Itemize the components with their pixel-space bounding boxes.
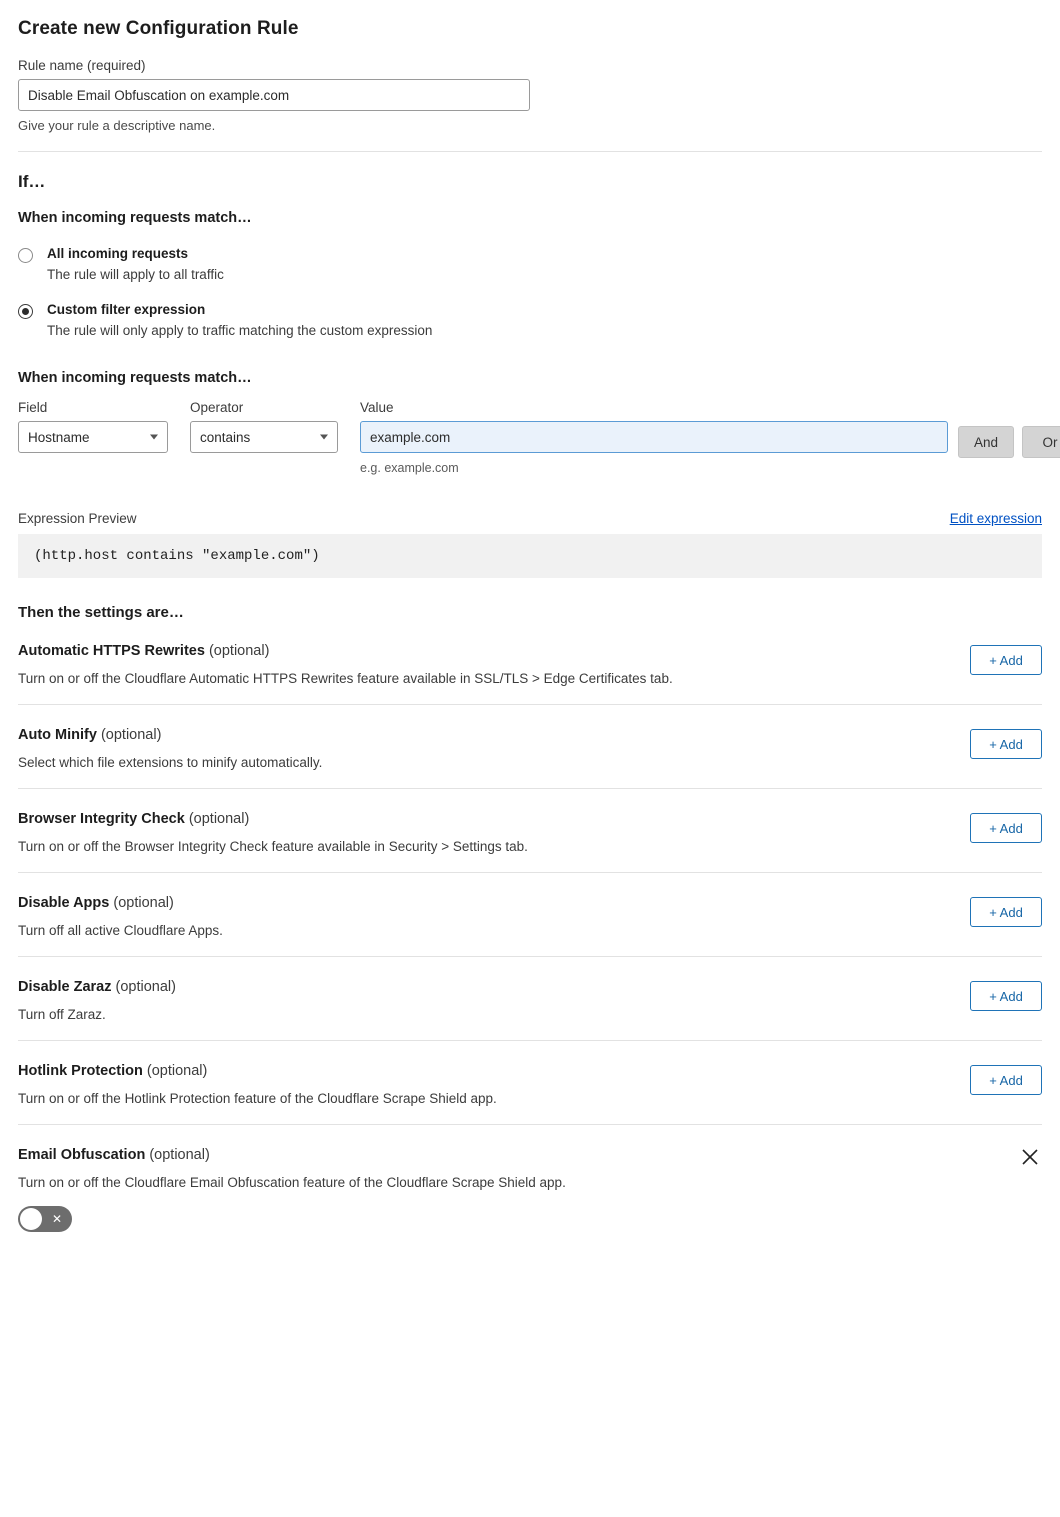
setting-name: Automatic HTTPS Rewrites [18,643,205,659]
add-button[interactable]: + Add [970,981,1042,1011]
and-or-group [958,426,1060,458]
email-obfuscation-toggle[interactable] [18,1206,72,1232]
value-input[interactable] [360,421,948,453]
expression-builder-heading: When incoming requests match… [18,370,252,386]
expression-preview-header [18,511,1042,526]
setting-hotlink-protection [18,1041,1042,1125]
expression-preview-box: (http.host contains "example.com") [18,534,1042,578]
radio-all-requests-desc: The rule will apply to all traffic [47,267,224,282]
setting-title [18,727,1042,743]
then-section-heading: Then the settings are… [18,604,184,621]
radio-option-all-requests[interactable] [18,246,1042,282]
expression-builder-row [18,400,1058,475]
add-button[interactable]: + Add [970,729,1042,759]
add-button[interactable]: + Add [970,813,1042,843]
radio-custom-filter-desc: The rule will only apply to traffic matching the custom expression [47,323,433,338]
chevron-down-icon [320,435,328,440]
divider-top [18,151,1042,152]
expression-preview-label: Expression Preview [18,511,137,526]
radio-custom-filter-title: Custom filter expression [47,302,206,317]
setting-desc: Turn on or off the Browser Integrity Check feature available in Security > Settings tab. [18,839,528,854]
setting-optional: (optional) [208,643,270,659]
setting-disable-zaraz [18,957,1042,1041]
setting-title [18,979,1042,995]
rule-name-group [18,58,1042,133]
setting-name: Disable Apps [18,895,110,911]
setting-desc: Turn on or off the Cloudflare Automatic HTTPS Rewrites feature available in SSL/TLS > Edge Certificates tab. [18,671,673,686]
setting-desc: Turn off all active Cloudflare Apps. [18,923,223,938]
rule-name-input[interactable] [18,79,530,111]
rule-name-label: Rule name (required) [18,58,146,73]
setting-browser-integrity-check [18,789,1042,873]
setting-name: Auto Minify [18,727,97,743]
value-column [360,400,948,475]
setting-name: Email Obfuscation [18,1147,146,1163]
operator-select[interactable] [190,421,338,453]
setting-automatic-https-rewrites [18,621,1042,705]
operator-column [190,400,338,453]
radio-all-requests-title: All incoming requests [47,246,189,261]
setting-name: Hotlink Protection [18,1063,143,1079]
radio-option-custom-filter[interactable] [18,302,1042,338]
field-label: Field [18,400,48,415]
setting-title [18,811,1042,827]
setting-optional: (optional) [146,1063,208,1079]
value-label: Value [360,400,394,415]
add-button[interactable]: + Add [970,1065,1042,1095]
field-select-value: Hostname [28,429,90,445]
setting-auto-minify [18,705,1042,789]
setting-name: Browser Integrity Check [18,811,185,827]
setting-title [18,643,1042,659]
radio-all-requests-icon[interactable] [18,248,33,263]
and-button[interactable]: And [958,426,1014,458]
setting-optional: (optional) [115,979,176,995]
edit-expression-link[interactable]: Edit expression [949,511,1042,526]
toggle-knob [20,1208,42,1230]
add-button[interactable]: + Add [970,645,1042,675]
setting-title [18,1147,1042,1163]
field-column [18,400,168,453]
setting-title [18,1063,1042,1079]
value-hint: e.g. example.com [360,461,459,475]
chevron-down-icon [150,435,158,440]
setting-name: Disable Zaraz [18,979,112,995]
setting-optional: (optional) [188,811,250,827]
or-button[interactable]: Or [1022,426,1060,458]
setting-desc: Turn on or off the Cloudflare Email Obfuscation feature of the Cloudflare Scrape Shield app. [18,1175,566,1190]
page-title: Create new Configuration Rule [18,18,299,39]
setting-disable-apps [18,873,1042,957]
add-button[interactable]: + Add [970,897,1042,927]
rule-name-help: Give your rule a descriptive name. [18,118,216,133]
setting-desc: Select which file extensions to minify automatically. [18,755,323,770]
radio-custom-filter-icon[interactable] [18,304,33,319]
setting-title [18,895,1042,911]
close-icon[interactable] [1020,1147,1040,1167]
setting-optional: (optional) [113,895,174,911]
setting-optional: (optional) [100,727,162,743]
setting-email-obfuscation [18,1125,1042,1250]
setting-optional: (optional) [149,1147,210,1163]
if-section-heading: If… [18,172,46,191]
setting-desc: Turn on or off the Hotlink Protection feature of the Cloudflare Scrape Shield app. [18,1091,497,1106]
field-select[interactable] [18,421,168,453]
operator-select-value: contains [200,429,251,445]
toggle-off-icon: ✕ [51,1212,62,1226]
operator-label: Operator [190,400,244,415]
setting-desc: Turn off Zaraz. [18,1007,106,1022]
match-heading: When incoming requests match… [18,210,252,226]
